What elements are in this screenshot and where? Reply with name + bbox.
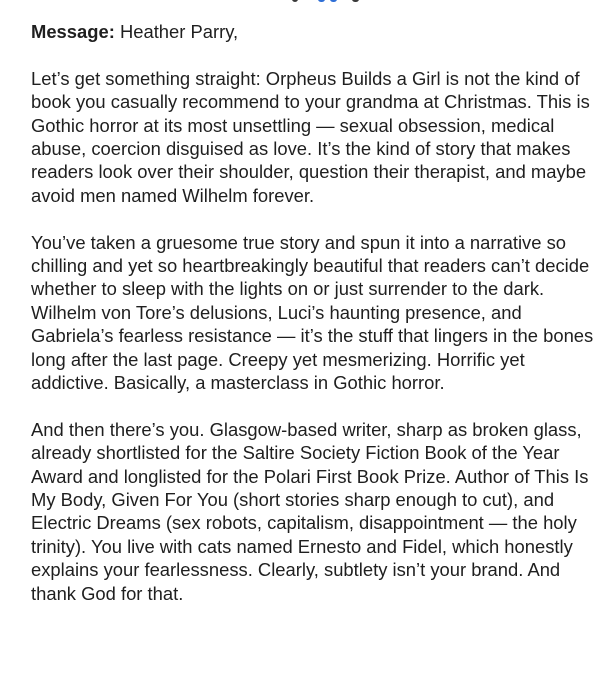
message-paragraph: You’ve taken a gruesome true story and spun it into a narrative so chilling and yet so heartbreakingly beautiful that readers can’t decide whether to sleep with the lights on or just surrender to the dark. Wilhelm von Tore’s delusions, Luci’s haunting presence, and Gabriela’s fearless resistance — it’s the stuff that lingers in the bones long after the last page. Creepy yet mesmerizing. Horrific yet addictive. Basically, a masterclass in Gothic horror. bbox=[31, 231, 594, 394]
message-body bbox=[31, 20, 597, 605]
message-paragraph: Let’s get something straight: Orpheus Builds a Girl is not the kind of book you casually recommend to your grandma at Christmas. This is Gothic horror at its most unsettling — sexual obsession, medical abuse, coercion disguised as love. It’s the kind of story that makes readers look over their shoulder, question their therapist, and maybe avoid men named Wilhelm forever. bbox=[31, 67, 590, 206]
message-label: Message: bbox=[31, 21, 115, 42]
cropped-link-fragment bbox=[330, 0, 337, 2]
message-paragraph: And then there’s you. Glasgow-based writer, sharp as broken glass, already shortlisted for the Saltire Society Fiction Book of the Year Award and longlisted for the Polari First Book Prize. Author of This Is My Body, Given For You (short stories sharp enough to cut), and Electric Dreams (sex robots, capitalism, disappointment — the holy trinity). You live with cats named Ernesto and Fidel, which honestly explains your fearlessness. Clearly, subtlety isn’t your brand. And thank God for that. bbox=[31, 418, 589, 604]
cropped-glyph-fragment bbox=[352, 0, 359, 2]
message-header bbox=[31, 20, 597, 43]
cropped-link-fragment bbox=[318, 0, 325, 2]
message-recipient: Heather Parry, bbox=[119, 21, 239, 42]
cropped-glyph-fragment bbox=[292, 0, 298, 2]
cropped-top-fragment bbox=[0, 0, 612, 6]
